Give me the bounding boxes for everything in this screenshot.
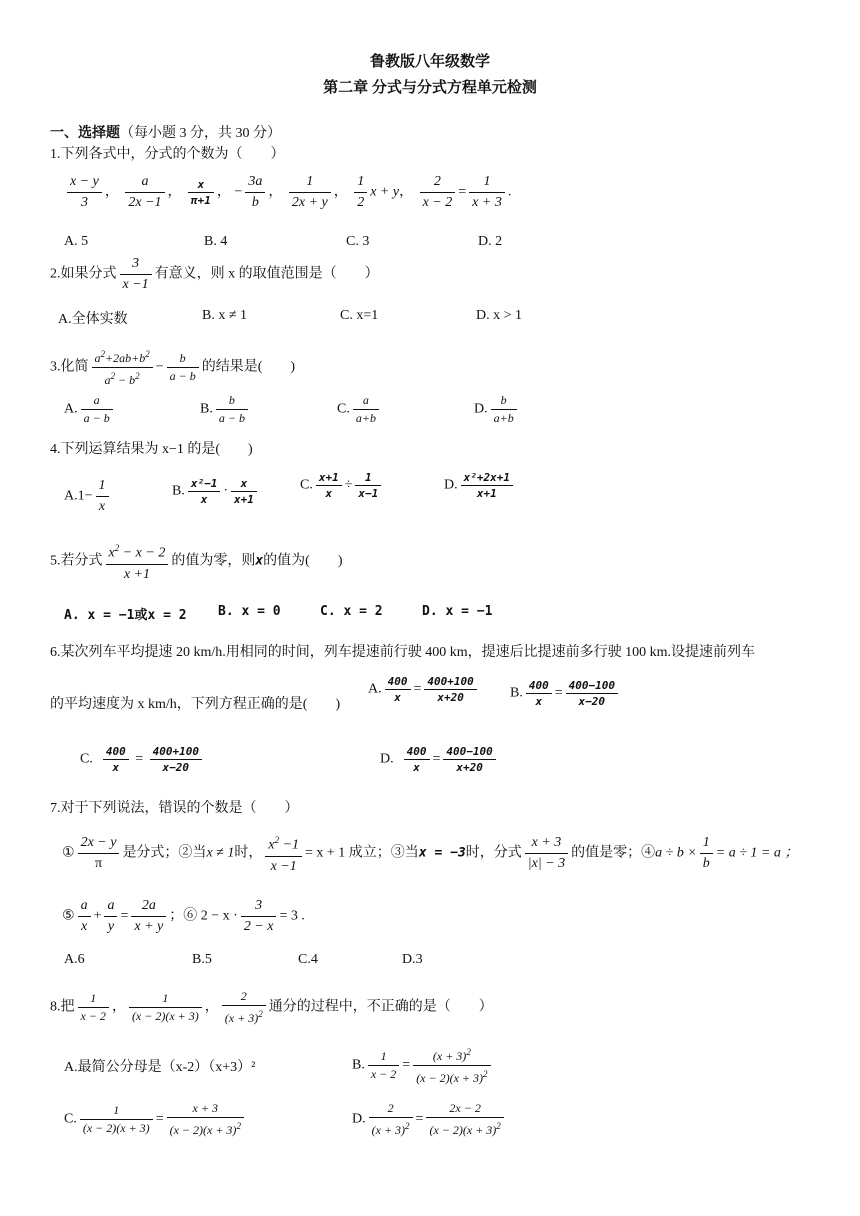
- question-6-line1: 6.某次列车平均提速 20 km/h.用相同的时间，列车提速前行驶 400 km，提速后比提速前多行驶 100 km.设提速前列车: [50, 645, 756, 660]
- q6-option-a[interactable]: A. $\frac{400}{x}$ = $\frac{400+100}{x+20}$: [368, 674, 480, 705]
- q4-option-b-label: B.: [172, 483, 185, 499]
- fraction: $\frac{x+1}{x}$: [316, 470, 342, 501]
- q3-option-c-label: C.: [337, 401, 350, 417]
- question-5-stem: 5.若分式 $\frac{x^2 - x - 2}{x +1}$ 的值为零，则x的值为( ): [50, 538, 342, 585]
- q8-option-c-label: C.: [64, 1111, 77, 1127]
- q4-option-c-label: C.: [300, 477, 313, 493]
- fraction: $\frac{3a}{b}$: [245, 172, 265, 213]
- q7-option-d[interactable]: D.3: [402, 952, 423, 967]
- q8-pre: 8.把: [50, 999, 75, 1015]
- q7-s1-mid3: 时，分式: [465, 845, 522, 861]
- question-1-stem: 1.下列各式中，分式的个数为（ ）: [50, 147, 285, 162]
- fraction: $\frac{1}{x-1}$: [355, 470, 381, 501]
- q8-option-b[interactable]: B. $\frac{1}{x - 2}$ = $\frac{(x + 3)^2}{(x - 2)(x + 3)^2}$: [352, 1044, 494, 1087]
- q2-option-a[interactable]: A.全体实数: [58, 312, 128, 327]
- fraction: $\frac{400}{x}$: [385, 674, 411, 705]
- fraction: $\frac{a^2+2ab+b^2}{a^2 - b^2}$: [92, 346, 153, 389]
- question-1-expressions: $\frac{x - y}{3}$ ， $\frac{a}{2x -1}$ ， $\frac{x}{\pi+1}$ ， − $\frac{3a}{b}$ ， $\frac{1}{2x + y}$ ， $\frac{1}{2}$ x + y， $\frac{2}{x - 2}$ = $\frac{1}{x + 3}$ .: [64, 172, 511, 213]
- q6-option-c-label: C.: [80, 751, 93, 767]
- fraction: $\frac{1}{2}$: [354, 172, 367, 213]
- q3-option-d-label: D.: [474, 401, 488, 417]
- q2-option-d[interactable]: D. x > 1: [476, 308, 523, 323]
- q7-option-a[interactable]: A.6: [64, 952, 85, 967]
- q2-post: 有意义，则 x 的取值范围是（ ）: [154, 266, 379, 282]
- q2-option-b[interactable]: B. x ≠ 1: [202, 308, 248, 323]
- fraction: $\frac{400}{x}$: [103, 744, 129, 775]
- q7-option-c[interactable]: C.4: [298, 952, 318, 967]
- fraction: $\frac{x}{\pi+1}$: [188, 177, 214, 208]
- q7-s1-tail: 是分式；②当: [122, 845, 207, 861]
- q8-option-d[interactable]: D. $\frac{2}{(x + 3)^2}$ = $\frac{2x - 2}{(x - 2)(x + 3)^2}$: [352, 1100, 507, 1139]
- q7-cond2: x ≠ 1: [206, 845, 235, 861]
- q7-s1-mid: 时，: [234, 845, 263, 861]
- fraction: $\frac{400-100}{x-20}$: [566, 678, 618, 709]
- fraction: $\frac{a}{x}$: [78, 896, 91, 937]
- fraction: $\frac{b}{a - b}$: [216, 392, 248, 427]
- fraction: $\frac{3}{x -1}$: [120, 254, 152, 295]
- question-6-line2: 的平均速度为 x km/h，下列方程正确的是( ): [50, 697, 341, 712]
- q1-option-d[interactable]: D. 2: [478, 234, 503, 249]
- q1-option-b[interactable]: B. 4: [204, 234, 228, 249]
- fraction: $\frac{1}{x - 2}$: [368, 1048, 399, 1083]
- fraction: $\frac{1}{x}$: [96, 476, 109, 517]
- q4-option-a-label: A.: [64, 488, 78, 504]
- fraction: $\frac{1}{b}$: [700, 833, 713, 874]
- fraction: $\frac{1}{2x + y}$: [289, 172, 331, 213]
- fraction: $\frac{a}{a - b}$: [81, 392, 113, 427]
- q4-option-d[interactable]: [444, 470, 516, 501]
- fraction: $\frac{a}{y}$: [104, 896, 117, 937]
- section-note: （每小题 3 分，共 30 分）: [120, 126, 281, 141]
- q8-option-c[interactable]: C. $\frac{1}{(x - 2)(x + 3)}$ = $\frac{x + 3}{(x - 2)(x + 3)^2}$: [64, 1100, 247, 1139]
- q5-option-d[interactable]: D. x = −1: [422, 604, 493, 619]
- q5-pre: 5.若分式: [50, 553, 103, 569]
- q5-post2: 的值为( ): [263, 553, 343, 569]
- q2-pre: 2.如果分式: [50, 266, 117, 282]
- fraction: $\frac{400+100}{x-20}$: [150, 744, 202, 775]
- q4-option-c[interactable]: C. $\frac{x+1}{x}$ ÷ $\frac{1}{x-1}$: [300, 470, 384, 501]
- document-title: 鲁教版八年级数学: [369, 54, 490, 70]
- fraction: $\frac{b}{a+b}$: [491, 392, 517, 427]
- fraction: $\frac{2x - y}{\pi}$: [78, 833, 120, 874]
- q6-option-d[interactable]: D. $\frac{400}{x}$ = $\frac{400-100}{x+20}$: [380, 744, 499, 775]
- q6-option-b-label: B.: [510, 685, 523, 701]
- question-7-stem: 7.对于下列说法，错误的个数是（ ）: [50, 801, 299, 816]
- fraction: $\frac{1}{x + 3}$: [469, 172, 505, 213]
- question-2-stem: [50, 254, 379, 295]
- question-3-stem: 3.化简 $\frac{a^2+2ab+b^2}{a^2 - b^2}$ − $\frac{b}{a - b}$ 的结果是( ): [50, 346, 295, 389]
- q4-option-b[interactable]: B. $\frac{\text{x²−1}}{x}$ · $\frac{x}{x+1}$: [172, 476, 260, 507]
- fraction: $\frac{x + 3}{|x| - 3}$: [525, 833, 568, 874]
- fraction: $\frac{3}{2 - x}$: [241, 896, 277, 937]
- fraction: $\frac{(x + 3)^2}{(x - 2)(x + 3)^2}$: [413, 1044, 490, 1087]
- q2-option-c[interactable]: C. x=1: [340, 308, 379, 323]
- fraction: $\frac{x + 3}{(x - 2)(x + 3)^2}$: [167, 1100, 244, 1139]
- q5-post: 的值为零，则: [171, 553, 256, 569]
- fraction: $\frac{x^2 - x - 2}{x +1}$: [106, 538, 169, 585]
- q8-option-d-label: D.: [352, 1111, 366, 1127]
- q5-option-a[interactable]: A. x = −1或x = 2: [64, 608, 187, 623]
- q1-option-c[interactable]: C. 3: [346, 234, 370, 249]
- q7-s1-eq: = x + 1 成立；③当: [305, 845, 419, 861]
- q5-option-c[interactable]: C. x = 2: [320, 604, 383, 619]
- q8-option-a[interactable]: A.最简公分母是（x-2）（x+3）²: [64, 1060, 256, 1075]
- q7-option-b[interactable]: B.5: [192, 952, 212, 967]
- q4-option-d-label: D.: [444, 477, 458, 493]
- fraction: $\frac{400}{x}$: [404, 744, 430, 775]
- q6-option-b[interactable]: B. $\frac{400}{x}$ = $\frac{400-100}{x-20}$: [510, 678, 621, 709]
- fraction: $\frac{x}{x+1}$: [231, 476, 257, 507]
- q3-option-a-label: A.: [64, 401, 78, 417]
- fraction: $\frac{400+100}{x+20}$: [424, 674, 476, 705]
- fraction: $\frac{1}{(x - 2)(x + 3)}$: [80, 1102, 153, 1137]
- q7-s1-eq4a: a ÷ b ×: [655, 845, 697, 861]
- q1-option-a[interactable]: A. 5: [64, 234, 89, 249]
- q4-option-a[interactable]: A.1− $\frac{1}{x}$: [64, 476, 112, 517]
- fraction: $\frac{1}{(x - 2)(x + 3)}$: [129, 990, 202, 1025]
- fraction: $\frac{2}{x - 2}$: [420, 172, 456, 213]
- fraction: $\frac{b}{a - b}$: [167, 350, 199, 385]
- q6-option-c[interactable]: C. $\frac{400}{x}$ = $\frac{400+100}{x-20}$: [80, 744, 205, 775]
- fraction: $\frac{\text{x²−1}}{x}$: [188, 476, 221, 507]
- fraction: $\frac{x - y}{3}$: [67, 172, 102, 213]
- q7-s1-eq4b: = a ÷ 1 = a ；: [715, 845, 799, 861]
- fraction: $\frac{a}{2x -1}$: [125, 172, 164, 213]
- question-7-statements-2: ⑤ $\frac{a}{x}$ + $\frac{a}{y}$ = $\frac{2a}{x + y}$ ；⑥ 2 − x · $\frac{3}{2 - x}$ = 3 .: [62, 896, 305, 937]
- q3-option-b-label: B.: [200, 401, 213, 417]
- question-8-stem: 8.把 $\frac{1}{x - 2}$ ， $\frac{1}{(x - 2)(x + 3)}$ ， $\frac{2}{(x + 3)^2}$ 通分的过程中，不正确的是（ ）: [50, 989, 493, 1025]
- q3-option-b[interactable]: [200, 392, 251, 427]
- q3-option-d[interactable]: [474, 392, 520, 427]
- q7-s1-tail3: 的值是零；④: [571, 845, 656, 861]
- fraction: $\frac{x^2 -1}{x -1}$: [265, 830, 302, 877]
- q6-option-a-label: A.: [368, 681, 382, 697]
- q5-option-b[interactable]: B. x = 0: [218, 604, 281, 619]
- q7-s2-b: ；⑥ 2 − x ·: [169, 908, 238, 924]
- q3-option-c[interactable]: [337, 392, 382, 427]
- fraction: $\frac{1}{x - 2}$: [78, 990, 109, 1025]
- fraction: $\frac{400}{x}$: [526, 678, 552, 709]
- chapter-title: 第二章 分式与分式方程单元检测: [323, 80, 537, 96]
- q3-option-a[interactable]: [64, 392, 116, 427]
- q8-option-b-label: B.: [352, 1057, 365, 1073]
- question-4-stem: 4.下列运算结果为 x−1 的是( ): [50, 442, 253, 457]
- q7-s2-a: ⑤: [62, 908, 75, 924]
- q7-s2-c: = 3 .: [279, 908, 305, 924]
- fraction: $\frac{2a}{x + y}$: [131, 896, 166, 937]
- section-label: 一、选择题: [50, 126, 120, 141]
- fraction: $\frac{400-100}{x+20}$: [443, 744, 495, 775]
- q3-pre: 3.化简: [50, 359, 89, 375]
- fraction: $\frac{2x - 2}{(x - 2)(x + 3)^2}$: [426, 1100, 503, 1139]
- question-7-statements-1: ① $\frac{2x - y}{\pi}$ 是分式；②当x ≠ 1时， $\frac{x^2 -1}{x -1}$ = x + 1 成立；③当x = −3时，分式 $\frac{x + 3}{|x| - 3}$ 的值是零；④a ÷ b × $\frac{1}{b}$ = a ÷ 1 = a ；: [62, 830, 798, 877]
- fraction: $\frac{2}{(x + 3)^2}$: [369, 1100, 413, 1139]
- q8-post: 通分的过程中，不正确的是（ ）: [268, 999, 493, 1015]
- q3-post: 的结果是( ): [201, 359, 296, 375]
- q6-option-d-label: D.: [380, 751, 394, 767]
- fraction: $\frac{a}{a+b}$: [353, 392, 379, 427]
- fraction: $\frac{2}{(x + 3)^2}$: [222, 988, 266, 1027]
- fraction: $\frac{\text{x²+2x+1}}{x+1}$: [461, 470, 513, 501]
- q7-cond3: x = −3: [418, 845, 466, 861]
- section-heading: [50, 122, 281, 142]
